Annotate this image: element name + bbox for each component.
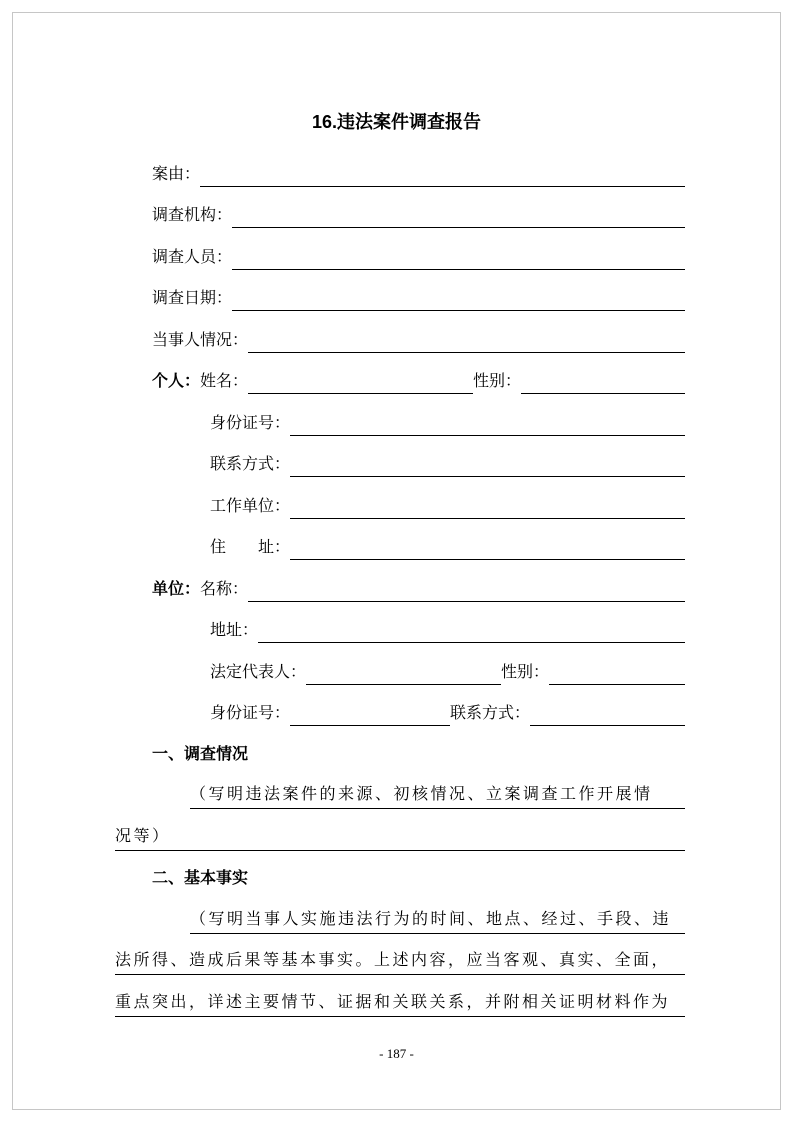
label-legal-rep-id: 身份证号：: [210, 705, 291, 722]
label-party-info: 当事人情况：: [152, 331, 249, 349]
label-legal-rep: 法定代表人：: [210, 663, 307, 681]
form-row-legal-rep-id: [210, 685, 685, 727]
section-2-line-2: [115, 934, 685, 976]
form-row-date: [152, 270, 685, 312]
form-row-agency: [152, 187, 685, 229]
form-row-investigators: [152, 228, 685, 270]
form-row-contact: [210, 436, 685, 478]
blank-date: [232, 270, 685, 312]
section-2-line-1: [190, 892, 685, 934]
blank-legal-rep: [306, 643, 501, 685]
section-1-text-2: 况等）: [115, 827, 171, 845]
label-date: 调查日期：: [152, 290, 233, 307]
section-2-line-3: [115, 975, 685, 1017]
blank-id-number: [290, 394, 685, 436]
form-body: [0, 134, 793, 1017]
section-1: [152, 726, 685, 768]
label-investigators: 调查人员：: [152, 248, 233, 266]
label-name: 姓名：: [200, 373, 249, 390]
blank-employer: [290, 477, 685, 519]
blank-party-info: [248, 311, 685, 353]
section-1-text-1: （写明违法案件的来源、初核情况、立案调查工作开展情: [190, 786, 653, 803]
label-legal-rep-gender: 性别：: [501, 663, 550, 681]
form-row-person-name-gender: [152, 353, 685, 395]
form-row-id-number: [210, 394, 685, 436]
label-unit: 单位：: [152, 580, 201, 598]
label-unit-address: 地址：: [210, 622, 259, 639]
page-title: 16.违法案件调查报告: [311, 112, 482, 132]
blank-unit-name: [248, 560, 685, 602]
blank-legal-rep-gender: [549, 643, 685, 685]
blank-agency: [232, 187, 685, 229]
section-1-line-2: [115, 809, 685, 851]
label-person: 个人：: [152, 373, 201, 390]
blank-person-address: [290, 519, 685, 561]
section-2-text-2: 法所得、造成后果等基本事实。上述内容，应当客观、真实、全面，: [115, 952, 671, 969]
section-2-text-3: 重点突出，详述主要情节、证据和关联关系，并附相关证明材料作为: [115, 993, 671, 1011]
form-row-case-reason: [152, 145, 685, 187]
form-row-employer: [210, 477, 685, 519]
blank-investigators: [232, 228, 685, 270]
form-row-party-info: [152, 311, 685, 353]
form-row-person-address: [210, 519, 685, 561]
form-row-unit-address: [210, 602, 685, 644]
page-number: - 187 -: [379, 1046, 414, 1061]
blank-legal-rep-id: [290, 685, 450, 727]
section-2-text-1: （写明当事人实施违法行为的时间、地点、经过、手段、违: [190, 910, 672, 928]
label-id-number: 身份证号：: [210, 414, 291, 432]
blank-legal-rep-contact: [530, 685, 685, 727]
label-unit-name: 名称：: [200, 580, 249, 598]
label-agency: 调查机构：: [152, 207, 233, 224]
section-2-heading: 二、基本事实: [152, 870, 249, 887]
blank-contact: [290, 436, 685, 478]
blank-unit-address: [258, 602, 685, 644]
blank-case-reason: [200, 145, 685, 187]
blank-gender: [521, 353, 685, 395]
label-person-address: 住 址：: [210, 539, 291, 556]
section-1-line-1: [190, 768, 685, 810]
form-row-unit-name: [152, 560, 685, 602]
label-case-reason: 案由：: [152, 165, 201, 183]
blank-name: [248, 353, 473, 395]
label-gender: 性别：: [473, 373, 522, 390]
label-legal-rep-contact: 联系方式：: [450, 705, 531, 722]
form-row-legal-rep: [210, 643, 685, 685]
label-employer: 工作单位：: [210, 497, 291, 515]
label-contact: 联系方式：: [210, 456, 291, 473]
section-2: [152, 851, 685, 893]
section-1-heading: 一、调查情况: [152, 745, 249, 763]
